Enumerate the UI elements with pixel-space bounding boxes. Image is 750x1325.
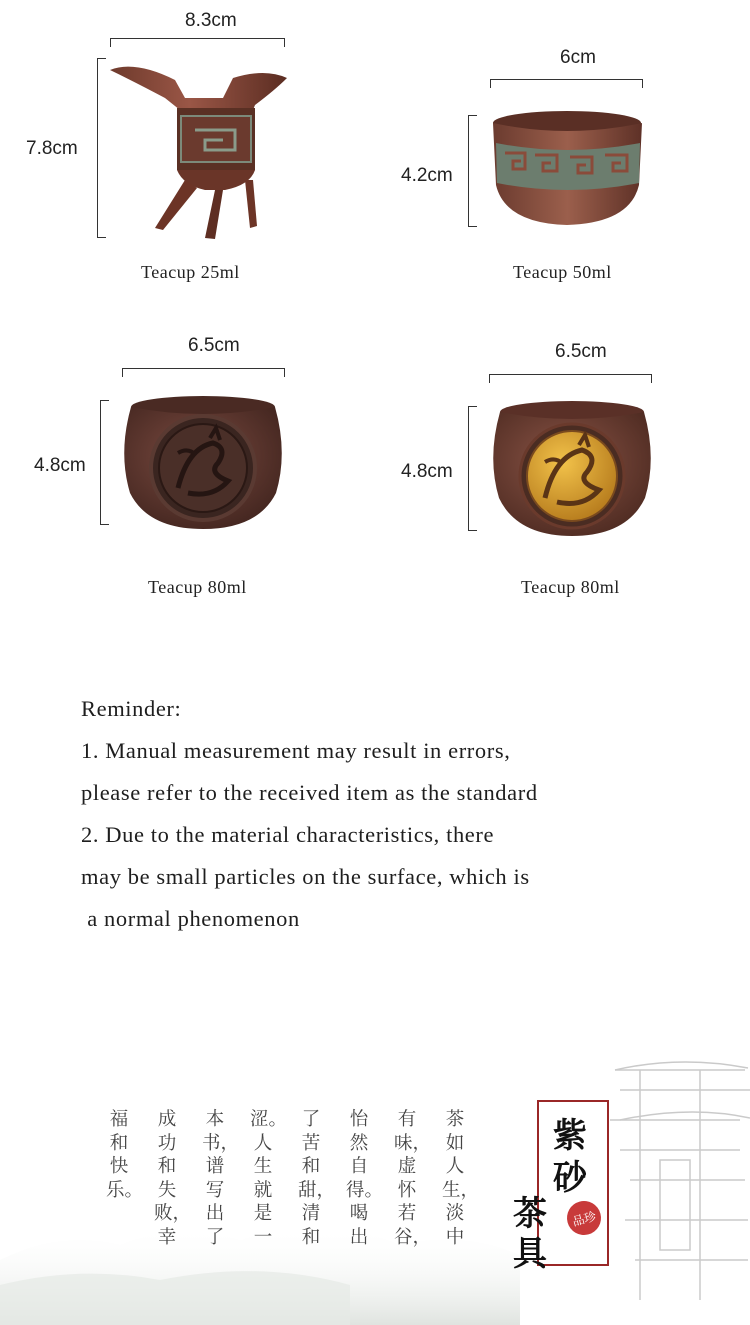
dragon-medallion-teacup-image: [118, 393, 288, 531]
height-dimension-line: [100, 400, 101, 525]
patterned-teacup-image: [490, 105, 645, 230]
height-label: 7.8cm: [26, 138, 78, 159]
poem-column: 本书，谱写出了: [202, 1109, 240, 1248]
title-char: 茶: [513, 1194, 547, 1234]
reminder-line: 2. Due to the material characteristics, there: [81, 822, 495, 847]
height-dimension-line: [468, 115, 469, 227]
poem-column: 了苦和甜，清和: [298, 1109, 336, 1248]
product-caption: Teacup 50ml: [513, 262, 612, 282]
width-label: 6.5cm: [188, 335, 240, 356]
width-dimension-line: [490, 79, 643, 80]
reminder-line: a normal phenomenon: [81, 906, 300, 931]
width-dimension-line: [122, 368, 285, 369]
golden-dragon-teacup-image: [487, 398, 657, 538]
height-label: 4.8cm: [401, 461, 453, 482]
height-label: 4.8cm: [34, 455, 86, 476]
width-dimension-line: [489, 374, 652, 375]
width-label: 6.5cm: [555, 341, 607, 362]
height-label: 4.2cm: [401, 165, 453, 186]
reminder-title: Reminder:: [81, 696, 182, 721]
jue-teacup-image: [105, 50, 295, 245]
poem-column: 福和快乐。: [106, 1109, 144, 1201]
height-dimension-line: [468, 406, 469, 531]
height-dimension-line: [97, 58, 98, 238]
reminder-section: [81, 688, 721, 940]
reminder-line: 1. Manual measurement may result in errors,: [81, 738, 511, 763]
poem-column: 怡然自得。喝出: [346, 1109, 384, 1248]
width-label: 8.3cm: [185, 10, 237, 31]
product-caption: Teacup 80ml: [521, 577, 620, 597]
width-label: 6cm: [560, 47, 596, 68]
reminder-line: please refer to the received item as the standard: [81, 780, 538, 805]
poem-column: 有味，虚怀若谷，: [394, 1109, 432, 1248]
title-char: 具: [513, 1234, 547, 1274]
product-caption: Teacup 25ml: [141, 262, 240, 282]
title-char: 紫: [553, 1116, 587, 1156]
reminder-line: may be small particles on the surface, which is: [81, 864, 530, 889]
width-dimension-line: [110, 38, 285, 39]
poem-column: 成功和失败，幸: [154, 1109, 192, 1248]
product-caption: Teacup 80ml: [148, 577, 247, 597]
poem-column: 茶如人生，淡中: [442, 1109, 480, 1248]
red-seal-icon: 品珍: [563, 1197, 605, 1239]
poem-column: 涩。人生就是一: [250, 1109, 288, 1248]
title-char: 砂: [553, 1158, 587, 1198]
